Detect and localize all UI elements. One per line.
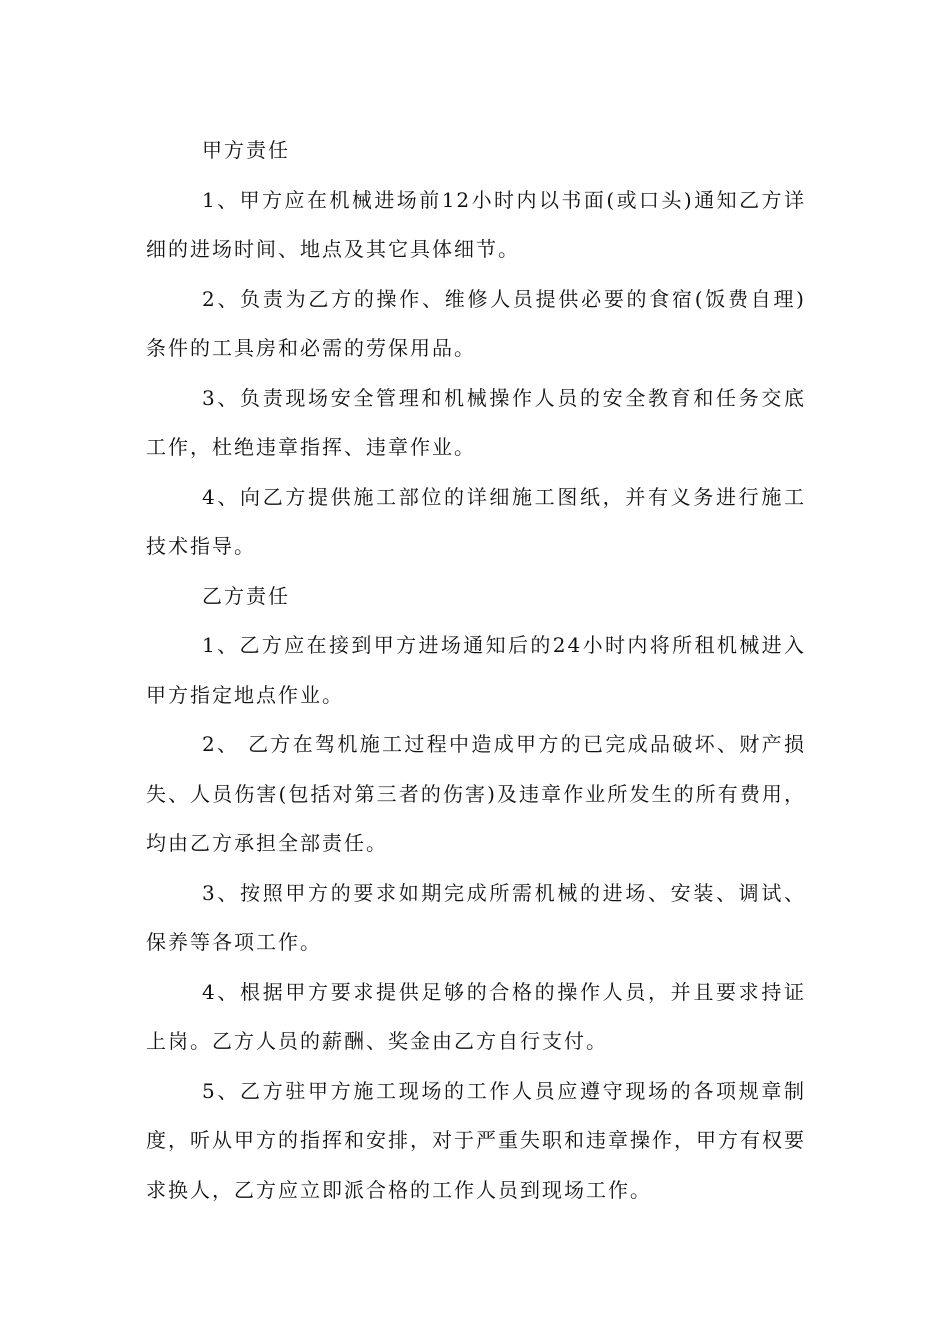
party-b-item-3: 3、按照甲方的要求如期完成所需机械的进场、安装、调试、保养等各项工作。 — [146, 880, 806, 954]
party-a-item-2: 2、负责为乙方的操作、维修人员提供必要的食宿(饭费自理)条件的工具房和必需的劳保用品。 — [146, 286, 806, 360]
party-b-item-4: 4、根据甲方要求提供足够的合格的操作人员，并且要求持证上岗。乙方人员的薪酬、奖金由乙方自行支付。 — [146, 979, 806, 1053]
party-b-item-5: 5、乙方驻甲方施工现场的工作人员应遵守现场的各项规章制度，听从甲方的指挥和安排，对于严重失职和违章操作，甲方有权要求换人，乙方应立即派合格的工作人员到现场工作。 — [146, 1078, 806, 1202]
party-a-heading: 甲方责任 — [202, 138, 290, 162]
party-b-heading: 乙方责任 — [202, 583, 290, 608]
document-body — [146, 126, 806, 1215]
party-b-item-2: 2、 乙方在驾机施工过程中造成甲方的已完成品破坏、财产损失、人员伤害(包括对第三者的伤害)及违章作业所发生的所有费用，均由乙方承担全部责任。 — [146, 732, 806, 855]
party-b-item-1: 1、乙方应在接到甲方进场通知后的24小时内将所租机械进入甲方指定地点作业。 — [146, 633, 806, 707]
party-a-item-3: 3、负责现场安全管理和机械操作人员的安全教育和任务交底工作，杜绝违章指挥、违章作业。 — [146, 385, 806, 459]
party-a-item-4: 4、向乙方提供施工部位的详细施工图纸，并有义务进行施工技术指导。 — [146, 484, 806, 558]
party-a-item-1: 1、甲方应在机械进场前12小时内以书面(或口头)通知乙方详细的进场时间、地点及其它具体细节。 — [146, 187, 806, 261]
